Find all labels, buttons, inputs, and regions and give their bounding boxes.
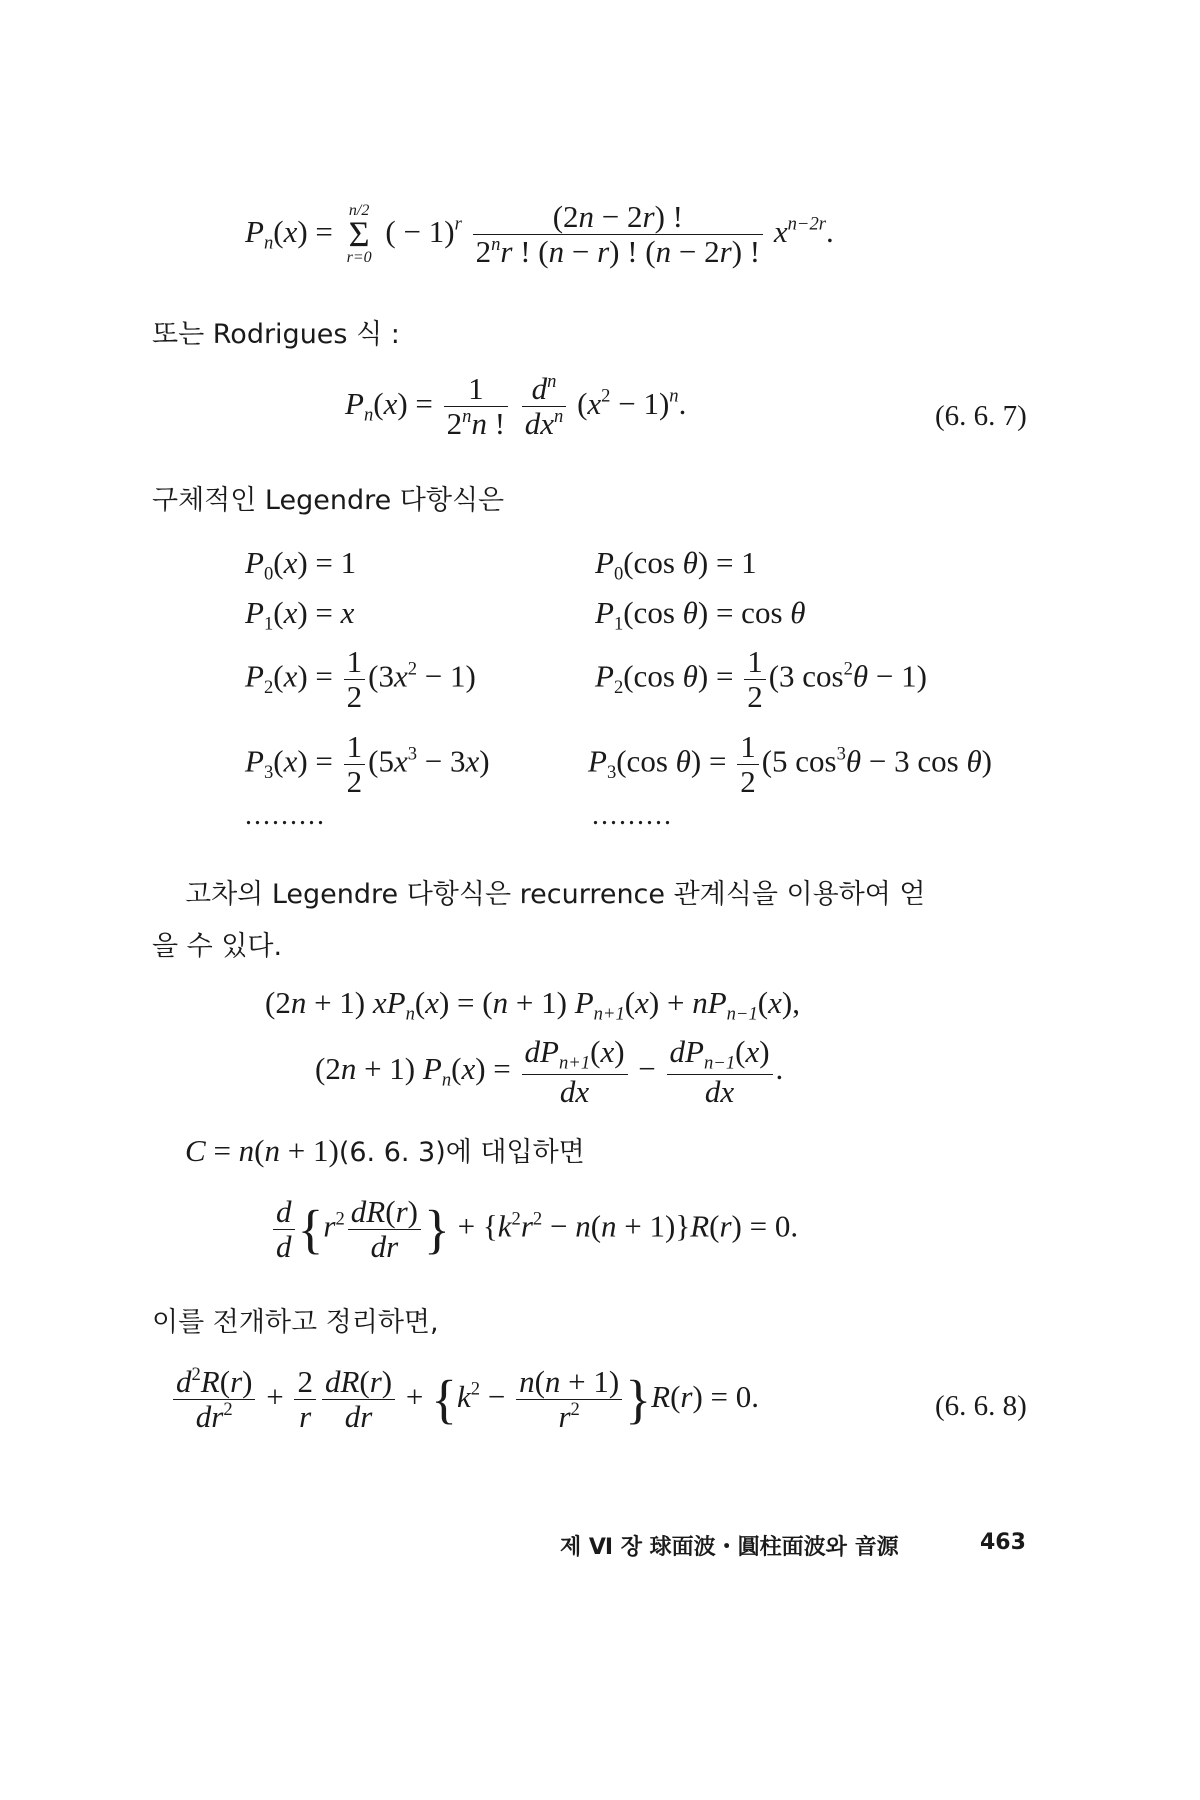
radial-equation: $\frac{d}{d}$ {$r^2$ $\frac{dR(r)}{dr}$ } + $\{k^2r^2 - n(n + 1)\}R(r) = 0$. (270, 1195, 798, 1264)
recurrence-relation-2: (2n + 1) $P_n(x)$ = $\frac{dP_{n+1}(x)}{dx}$ − $\frac{dP_{n-1}(x)}{dx}$ . (315, 1034, 784, 1109)
recurrence-intro-line1: 고차의 Legendre 다항식은 recurrence 관계식을 이용하여 얻 (185, 879, 926, 910)
page-number: 463 (980, 1530, 1026, 1555)
substitution-line (185, 1130, 585, 1169)
c-definition: C = n(n + 1) (185, 1133, 339, 1168)
p2-cos: $P_2(\cos$ θ) = $\frac{1}{2}$ (3 $\cos^2\theta - 1$) (595, 644, 927, 715)
rodrigues-intro: 또는 Rodrigues 식 : (152, 319, 400, 350)
p0-cos: $P_0(\cos$ θ) = 1 (595, 545, 757, 585)
series-formula: $P_n(x)$ = n/2 Σ r=0 ( − 1)$^r$ $\frac{(2n - 2r) !}{2^nr ! (n - r) ! (n - 2r) !}$ $x^{n-2r}$. (245, 199, 834, 270)
chapter-footer: 제 Ⅵ 장 球面波・圓柱面波와 音源 (560, 1535, 899, 1560)
p0-x: $P_0(x) = 1$ (245, 545, 357, 585)
p3-x: $P_3(x)$ = $\frac{1}{2}$ $(5x^3 - 3x)$ (245, 729, 490, 800)
recurrence-relation-1: (2n + 1) $xP_n(x) = (n + 1) P_{n+1}(x) + nP_{n-1}(x)$, (265, 985, 800, 1025)
expand-intro: 이를 전개하고 정리하면, (152, 1307, 439, 1338)
continuation-dots-right: ......... (592, 800, 673, 831)
p1-x: $P_1(x) = x$ (245, 595, 355, 635)
continuation-dots-left: ......... (245, 800, 326, 831)
p1-cos: $P_1(\cos$ θ) = cos θ (595, 595, 806, 635)
p3-cos: $P_3(\cos$ θ) = $\frac{1}{2}$ (5 $\cos^3\theta - 3$ cos θ) (588, 729, 992, 800)
rodrigues-formula: $P_n(x)$ = $\frac{1}{2^nn !}$ $\frac{d^n}{dx^n}$ $(x^2 - 1)^n$. (345, 371, 687, 442)
equation-number-radial: (6. 6. 8) (935, 1390, 1027, 1422)
equation-number-rodrigues: (6. 6. 7) (935, 400, 1027, 432)
concrete-intro: 구체적인 Legendre 다항식은 (152, 485, 505, 516)
p2-x: $P_2(x)$ = $\frac{1}{2}$ $(3x^2 - 1)$ (245, 644, 476, 715)
substitution-suffix: (6. 6. 3)에 대입하면 (338, 1137, 585, 1168)
radial-equation-expanded: $\frac{d^2R(r)}{dr^2}$ + $\frac{2}{r}$ $\frac{dR(r)}{dr}$ + {$k^2$ − $\frac{n(n + 1)}{r^2}$ }R(r) = 0. (170, 1365, 759, 1434)
recurrence-intro-line2: 을 수 있다. (152, 931, 283, 962)
